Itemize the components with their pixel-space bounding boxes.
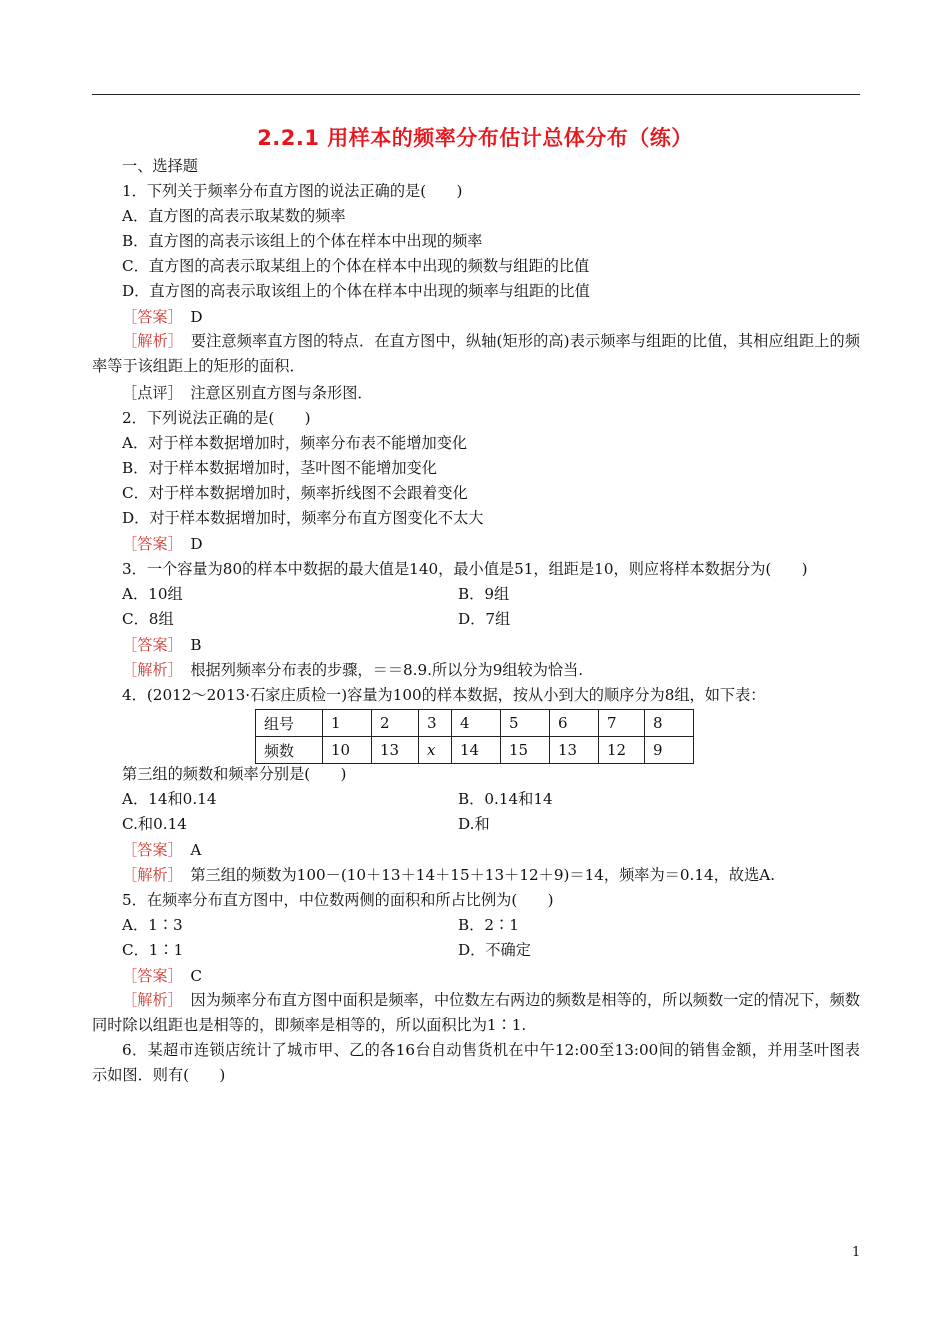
q2-answer-value: D bbox=[190, 535, 203, 553]
q2-option-d: D．对于样本数据增加时，频率分布直方图变化不太大 bbox=[122, 509, 484, 527]
table-cell: 4 bbox=[452, 710, 501, 737]
q1-stem: 1．下列关于频率分布直方图的说法正确的是( ) bbox=[122, 182, 463, 200]
q3-option-a: A．10组 bbox=[122, 585, 183, 603]
table-cell: 15 bbox=[501, 737, 550, 764]
table-cell: 2 bbox=[372, 710, 419, 737]
q3-answer-value: B bbox=[190, 636, 202, 654]
table-cell: 14 bbox=[452, 737, 501, 764]
table-row bbox=[256, 710, 694, 737]
q3-analysis bbox=[122, 660, 583, 680]
q3-option-b: B．9组 bbox=[458, 585, 510, 603]
q4-option-d: D.和 bbox=[458, 815, 490, 833]
q1-analysis bbox=[92, 329, 860, 379]
q3-option-d: D．7组 bbox=[458, 610, 511, 628]
q4-answer-value: A bbox=[190, 841, 202, 859]
q4-analysis bbox=[122, 865, 775, 885]
q5-analysis bbox=[92, 988, 860, 1038]
q5-option-c: C．1∶1 bbox=[122, 941, 184, 959]
table-cell: 6 bbox=[550, 710, 599, 737]
q3-option-c: C．8组 bbox=[122, 610, 174, 628]
header-rule bbox=[92, 94, 860, 95]
analysis-tag: ［解析］ bbox=[122, 991, 176, 1009]
answer-tag: ［答案］ bbox=[122, 308, 176, 326]
q1-answer-value: D bbox=[190, 308, 203, 326]
table-cell: x bbox=[419, 737, 452, 764]
q1-option-b: B．直方图的高表示该组上的个体在样本中出现的频率 bbox=[122, 232, 483, 250]
answer-tag: ［答案］ bbox=[122, 967, 176, 985]
table-row bbox=[256, 737, 694, 764]
q1-comment: ［点评］ 注意区别直方图与条形图． bbox=[122, 384, 373, 402]
q5-answer-value: C bbox=[190, 967, 202, 985]
page-number: 1 bbox=[852, 1245, 861, 1260]
table-cell: 组号 bbox=[256, 710, 323, 737]
table-cell: 3 bbox=[419, 710, 452, 737]
answer-tag: ［答案］ bbox=[122, 636, 176, 654]
analysis-tag: ［解析］ bbox=[122, 866, 176, 884]
q3-answer bbox=[122, 635, 202, 655]
page-title: 2.2.1 用样本的频率分布估计总体分布（练） bbox=[257, 126, 693, 150]
q4-stem: 4．(2012～2013·石家庄质检一)容量为100的样本数据，按从小到大的顺序分为8组，如下表： bbox=[122, 686, 766, 704]
table-cell: 7 bbox=[599, 710, 645, 737]
q6-stem: 6．某超市连锁店统计了城市甲、乙的各16台自动售货机在中午12:00至13:00间的销售金额，并用茎叶图表示如图．则有( ) bbox=[92, 1041, 860, 1084]
table-cell: 9 bbox=[645, 737, 694, 764]
q2-option-a: A．对于样本数据增加时，频率分布表不能增加变化 bbox=[122, 434, 468, 452]
q5-analysis-text: 因为频率分布直方图中面积是频率，中位数左右两边的频数是相等的，所以频数一定的情况下，频数同时除以组距也是相等的，即频率是相等的，所以面积比为1∶1. bbox=[92, 991, 861, 1034]
q5-answer bbox=[122, 966, 202, 986]
table-cell: 频数 bbox=[256, 737, 323, 764]
q4-option-a: A．14和0.14 bbox=[122, 790, 217, 808]
q4-follow-up: 第三组的频数和频率分别是( ) bbox=[122, 765, 347, 783]
q1-option-d: D．直方图的高表示取该组上的个体在样本中出现的频率与组距的比值 bbox=[122, 282, 590, 300]
q4-option-c: C.和0.14 bbox=[122, 815, 187, 833]
q1-option-a: A．直方图的高表示取某数的频率 bbox=[122, 207, 346, 225]
answer-tag: ［答案］ bbox=[122, 841, 176, 859]
q5-stem: 5．在频率分布直方图中，中位数两侧的面积和所占比例为( ) bbox=[122, 891, 554, 909]
answer-tag: ［答案］ bbox=[122, 535, 176, 553]
table-cell: 12 bbox=[599, 737, 645, 764]
q2-answer bbox=[122, 534, 203, 554]
q4-answer bbox=[122, 840, 201, 860]
q2-option-c: C．对于样本数据增加时，频率折线图不会跟着变化 bbox=[122, 484, 468, 502]
q2-stem: 2．下列说法正确的是( ) bbox=[122, 409, 311, 427]
section-heading: 一、选择题 bbox=[122, 157, 198, 175]
frequency-table bbox=[255, 709, 694, 764]
q3-stem: 3．一个容量为80的样本中数据的最大值是140，最小值是51，组距是10，则应将样本数据分为( ) bbox=[122, 560, 808, 578]
table-cell: 10 bbox=[323, 737, 372, 764]
table-cell: 13 bbox=[372, 737, 419, 764]
q4-analysis-text: 第三组的频数为100－(10＋13＋14＋15＋13＋12＋9)＝14，频率为＝0.14，故选A. bbox=[190, 866, 776, 884]
analysis-tag: ［解析］ bbox=[122, 661, 176, 679]
q3-analysis-text: 根据列频率分布表的步骤，＝＝8.9.所以分为9组较为恰当. bbox=[190, 661, 584, 679]
analysis-tag: ［解析］ bbox=[122, 332, 176, 350]
table-cell: 5 bbox=[501, 710, 550, 737]
table-cell: 1 bbox=[323, 710, 372, 737]
q4-option-b: B．0.14和14 bbox=[458, 790, 553, 808]
table-cell: 8 bbox=[645, 710, 694, 737]
q1-answer bbox=[122, 307, 203, 327]
q1-analysis-text: 要注意频率直方图的特点．在直方图中，纵轴(矩形的高)表示频率与组距的比值，其相应组距上的频率等于该组距上的矩形的面积． bbox=[92, 332, 861, 375]
q2-option-b: B．对于样本数据增加时，茎叶图不能增加变化 bbox=[122, 459, 437, 477]
q1-option-c: C．直方图的高表示取某组上的个体在样本中出现的频数与组距的比值 bbox=[122, 257, 590, 275]
q5-option-b: B．2∶1 bbox=[458, 916, 519, 934]
q5-option-a: A．1∶3 bbox=[122, 916, 183, 934]
table-cell: 13 bbox=[550, 737, 599, 764]
q5-option-d: D．不确定 bbox=[458, 941, 531, 959]
